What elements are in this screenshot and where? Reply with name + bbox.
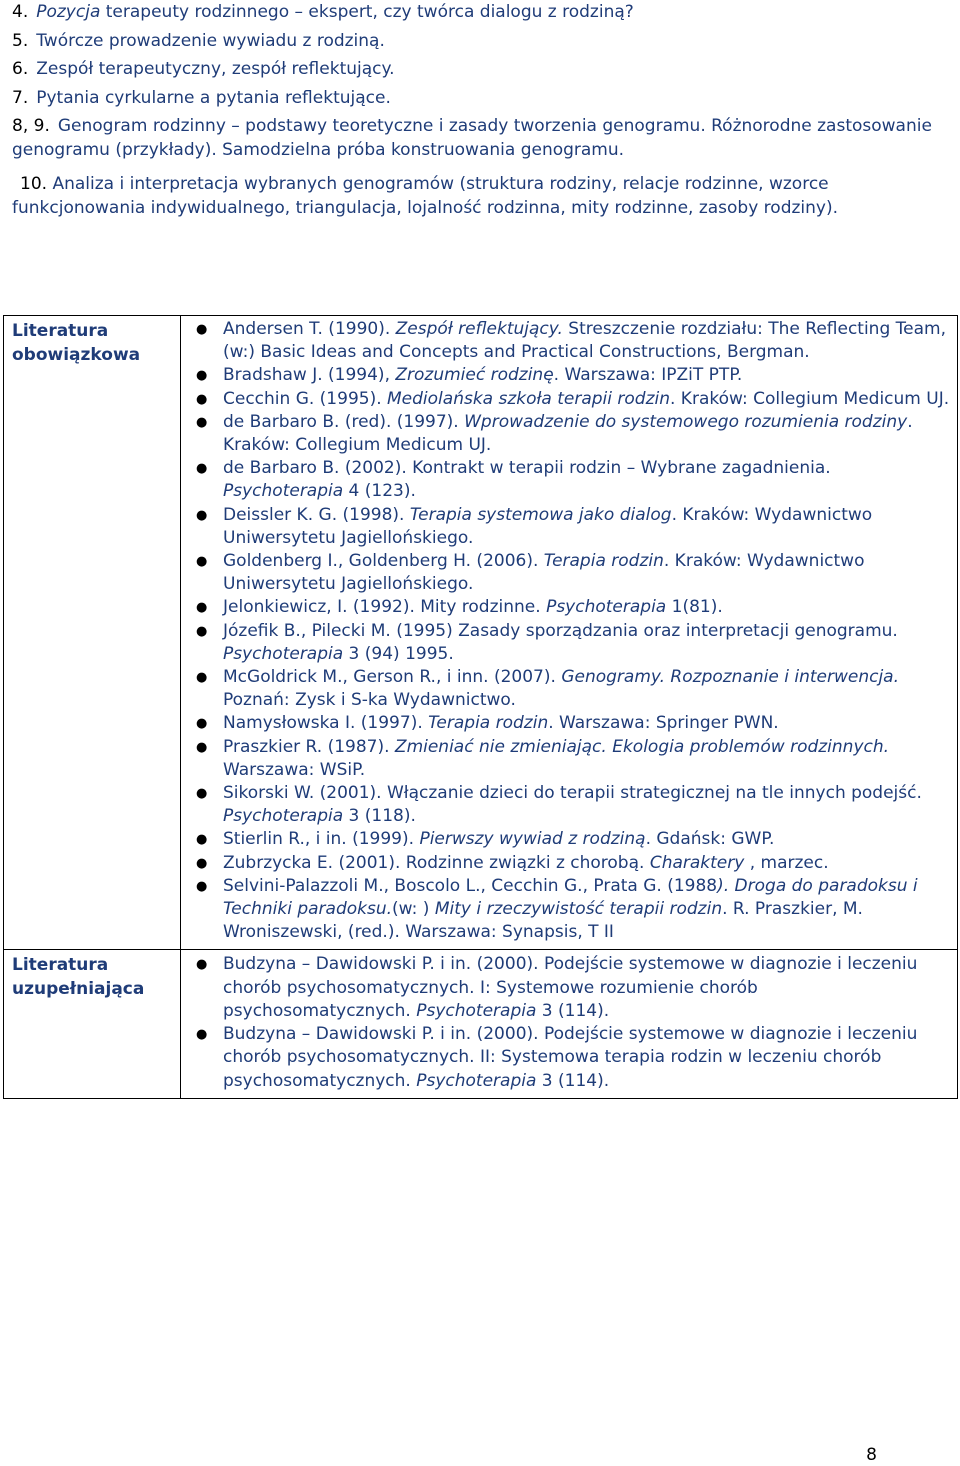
- topic-text: [36, 59, 394, 79]
- text-run: de Barbaro B. (2002). Kontrakt w terapii rodzin – Wybrane zagadnienia.: [223, 458, 831, 479]
- italic-text: Zespół reflektujący.: [395, 319, 563, 339]
- reference-item: [181, 1023, 951, 1093]
- reference-item: [181, 782, 951, 828]
- text-run: Genogram rodzinny – podstawy teoretyczne i zasady tworzenia genogramu. Różnorodne zastosowanie genogramu (przykłady). Samodzielna próba konstruowania genogramu.: [12, 116, 932, 160]
- text-run: 3 (94) 1995.: [343, 643, 454, 664]
- text-run: , marzec.: [744, 852, 829, 873]
- text-run: Sikorski W. (2001). Włączanie dzieci do terapii strategicznej na tle innych podejść.: [223, 783, 922, 804]
- text-run: Goldenberg I., Goldenberg H. (2006).: [223, 551, 544, 572]
- text-run: de Barbaro B. (red). (1997).: [223, 411, 465, 432]
- text-run: Deissler K. G. (1998).: [223, 504, 410, 525]
- italic-text: Psychoterapia: [416, 1000, 537, 1021]
- italic-text: Psychoterapia: [546, 597, 667, 618]
- literature-table: [3, 315, 958, 1099]
- literature-row: [4, 950, 958, 1098]
- text-run: (w: ): [392, 899, 435, 920]
- bullet-icon: ●: [196, 391, 208, 407]
- reference-item: [181, 828, 951, 851]
- reference-item: [181, 388, 951, 411]
- bullet-icon: ●: [196, 507, 208, 523]
- italic-text: Psychoterapia: [223, 643, 344, 664]
- reference-cell: [181, 316, 958, 950]
- reference-item: [181, 550, 951, 596]
- reference-list: [181, 953, 951, 1092]
- italic-text: Pozycja: [36, 2, 101, 22]
- literature-row: [4, 316, 958, 950]
- text-run: Bradshaw J. (1994),: [223, 365, 396, 386]
- italic-text: Mediolańska szkoła terapii rodzin: [387, 388, 670, 409]
- text-run: Selvini-Palazzoli M., Boscolo L., Cecchin G., Prata G. (1988: [223, 875, 718, 896]
- italic-text: Genogramy. Rozpoznanie i interwencja.: [561, 667, 899, 688]
- bullet-icon: ●: [196, 739, 208, 755]
- italic-text: Psychoterapia: [223, 481, 344, 502]
- text-run: Analiza i interpretacja wybranych genogramów (struktura rodziny, relacje rodzinne, wzorce funkcjonowania indywidualnego, triangulacja, lojalność rodzinna, mity rodzinne, zasoby rodziny).: [12, 174, 839, 218]
- topic-item: 5. Twórcze prowadzenie wywiadu z rodziną.: [12, 30, 385, 51]
- text-run: . Kraków: Collegium Medicum UJ.: [223, 411, 913, 456]
- italic-text: Wprowadzenie do systemowego rozumienia rodziny: [464, 411, 908, 432]
- italic-text: Charaktery: [649, 852, 745, 873]
- text-run: 3 (118).: [343, 806, 416, 827]
- text-run: . Gdańsk: GWP.: [645, 829, 775, 850]
- text-run: Jelonkiewicz, I. (1992). Mity rodzinne.: [223, 597, 547, 618]
- bullet-icon: ●: [196, 832, 208, 848]
- italic-text: Mity i rzeczywistość terapii rodzin: [434, 899, 723, 920]
- reference-list: [181, 318, 951, 944]
- text-run: Budzyna – Dawidowski P. i in. (2000). Podejście systemowe w diagnozie i leczeniu chorób psychosomatycznych. II: Systemowa terapia rodzin w leczeniu chorób psychosomatycznych.: [223, 1024, 918, 1091]
- bullet-icon: ●: [196, 855, 208, 871]
- text-run: Budzyna – Dawidowski P. i in. (2000). Podejście systemowe w diagnozie i leczeniu chorób psychosomatycznych. I: Systemowe rozumienie chorób psychosomatycznych.: [223, 954, 918, 1021]
- bullet-icon: ●: [196, 600, 208, 616]
- text-run: Twórcze prowadzenie wywiadu z rodziną.: [36, 30, 385, 51]
- section-heading: Literatura obowiązkowa: [4, 316, 181, 950]
- bullet-icon: ●: [196, 878, 208, 894]
- reference-item: [181, 504, 951, 550]
- topic-item: 8, 9. Genogram rodzinny – podstawy teoretyczne i zasady tworzenia genogramu. Różnorodne zastosowanie genogramu (przykłady). Samodzielna próba konstruowania genogramu.: [12, 116, 932, 160]
- bullet-icon: ●: [196, 670, 208, 686]
- text-run: 3 (114).: [536, 1000, 610, 1021]
- text-run: Zespół terapeutyczny, zespół reflektujący.: [36, 59, 395, 79]
- topic-text: [36, 31, 385, 51]
- bullet-icon: ●: [196, 786, 208, 802]
- reference-item: [181, 875, 951, 945]
- topic-text: [36, 2, 634, 22]
- reference-item: [181, 457, 951, 503]
- bullet-icon: ●: [196, 461, 208, 477]
- text-run: Poznań: Zysk i S-ka Wydawnictwo.: [223, 690, 516, 711]
- italic-text: Zmieniać nie zmieniając. Ekologia problemów rodzinnych.: [394, 736, 890, 757]
- bullet-icon: ●: [196, 368, 208, 384]
- topic-text: [36, 88, 391, 108]
- text-run: . R. Praszkier, M. Wroniszewski, (red.). Warszawa: Synapsis, T II: [223, 899, 863, 943]
- text-run: Namysłowska I. (1997).: [223, 713, 429, 734]
- reference-item: [181, 318, 951, 364]
- text-run: . Kraków: Collegium Medicum UJ.: [670, 388, 950, 409]
- topic-item: 7. Pytania cyrkularne a pytania reflektujące.: [12, 87, 391, 108]
- italic-text: Terapia systemowa jako dialog: [409, 504, 672, 525]
- page-number: 8: [866, 1445, 877, 1465]
- text-run: Zubrzycka E. (2001). Rodzinne związki z chorobą.: [223, 852, 650, 873]
- text-run: Józefik B., Pilecki M. (1995) Zasady sporządzania oraz interpretacji genogramu.: [223, 620, 898, 641]
- text-run: 3 (114).: [536, 1070, 610, 1091]
- italic-text: Psychoterapia: [416, 1070, 537, 1091]
- italic-text: Psychoterapia: [223, 806, 344, 827]
- text-run: Praszkier R. (1987).: [223, 736, 395, 757]
- reference-item: [181, 953, 951, 1023]
- text-run: . Kraków: Wydawnictwo Uniwersytetu Jagiellońskiego.: [223, 551, 865, 595]
- text-run: McGoldrick M., Gerson R., i inn. (2007).: [223, 667, 562, 688]
- topic-item: 4. Pozycja terapeuty rodzinnego – ekspert, czy twórca dialogu z rodziną?: [12, 2, 634, 22]
- topic-text: [12, 174, 838, 218]
- bullet-icon: ●: [196, 623, 208, 639]
- italic-text: Pierwszy wywiad z rodziną: [419, 829, 646, 850]
- text-run: Pytania cyrkularne a pytania reflektujące.: [36, 87, 391, 108]
- section-heading: Literatura uzupełniająca: [4, 950, 181, 1098]
- reference-item: [181, 712, 951, 735]
- topic-item: 6. Zespół terapeutyczny, zespół reflektujący.: [12, 59, 395, 79]
- bullet-icon: ●: [196, 322, 208, 337]
- topic-list: [12, 0, 952, 220]
- reference-item: [181, 620, 951, 666]
- text-run: . Warszawa: IPZiT PTP.: [553, 365, 743, 386]
- text-run: Cecchin G. (1995).: [223, 388, 388, 409]
- text-run: Stierlin R., i in. (1999).: [223, 829, 420, 850]
- text-run: Streszczenie rozdziału: The Reflecting Team, (w:) Basic Ideas and Concepts and Practical Constructions, Bergman.: [223, 319, 946, 363]
- text-run: . Warszawa: Springer PWN.: [548, 713, 779, 734]
- italic-text: ). Droga do paradoksu i Techniki paradoksu.: [223, 875, 918, 920]
- italic-text: Terapia rodzin: [543, 551, 664, 572]
- bullet-icon: ●: [196, 1027, 208, 1043]
- reference-item: [181, 411, 951, 457]
- topic-item: 10. Analiza i interpretacja wybranych genogramów (struktura rodziny, relacje rodzinne, wzorce funkcjonowania indywidualnego, triangulacja, lojalność rodzinna, mity rodzinne, zasoby rodziny).: [12, 174, 839, 218]
- reference-item: [181, 666, 951, 712]
- topic-text: [12, 116, 932, 160]
- italic-text: Terapia rodzin: [428, 713, 549, 734]
- text-run: terapeuty rodzinnego – ekspert, czy twórca dialogu z rodziną?: [100, 2, 634, 22]
- text-run: Warszawa: WSiP.: [223, 759, 366, 780]
- text-run: . Kraków: Wydawnictwo Uniwersytetu Jagiellońskiego.: [223, 504, 873, 548]
- reference-item: [181, 852, 951, 875]
- reference-item: [181, 364, 951, 387]
- reference-cell: [181, 950, 958, 1098]
- bullet-icon: ●: [196, 554, 208, 570]
- text-run: 1(81).: [666, 597, 723, 618]
- text-run: Andersen T. (1990).: [223, 319, 396, 339]
- text-run: 4 (123).: [343, 481, 416, 502]
- bullet-icon: ●: [196, 716, 208, 732]
- reference-item: [181, 736, 951, 782]
- italic-text: Zrozumieć rodzinę: [395, 365, 554, 386]
- reference-item: [181, 596, 951, 619]
- bullet-icon: ●: [196, 414, 208, 430]
- bullet-icon: ●: [196, 957, 208, 973]
